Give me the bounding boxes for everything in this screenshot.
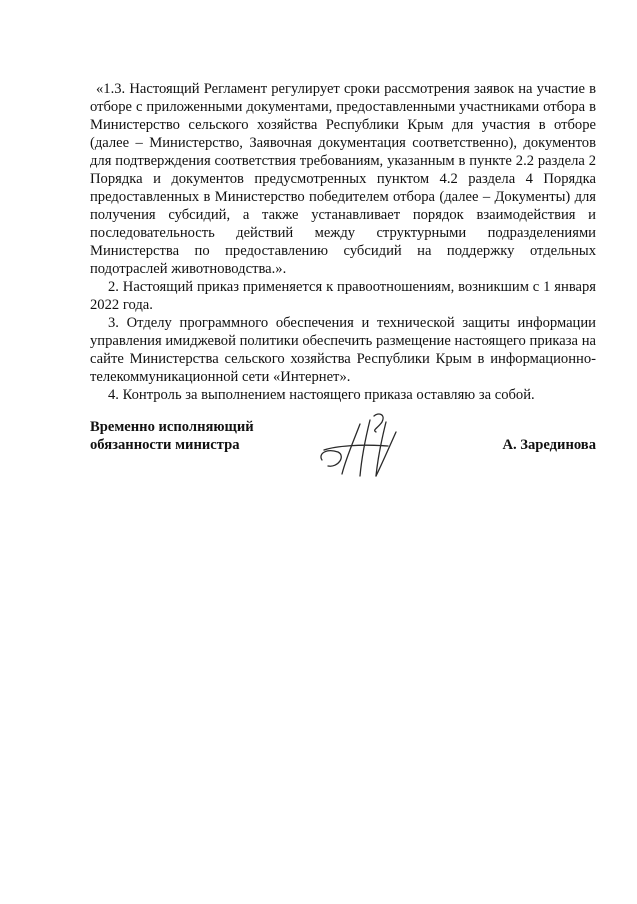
signer-name: А. Зарединова bbox=[502, 437, 596, 453]
signer-position-line-2: обязанности министра bbox=[90, 437, 240, 453]
item-3: 3. Отделу программного обеспечения и технической защиты информации управления имиджевой политики обеспечить размещение настоящего приказа на сайте Министерства сельского хозяйства Республики Крым в информационно-телекоммуникационной сети «Интернет». bbox=[90, 315, 596, 385]
item-4: 4. Контроль за выполнением настоящего приказа оставляю за собой. bbox=[108, 387, 535, 403]
item-2: 2. Настоящий приказ применяется к правоотношениям, возникшим с 1 января 2022 года. bbox=[90, 279, 596, 313]
paragraph-1-3 bbox=[90, 80, 596, 278]
signer-position bbox=[90, 418, 254, 454]
numbered-items bbox=[90, 278, 596, 404]
handwritten-signature-icon bbox=[316, 410, 406, 478]
signer-position-line-1: Временно исполняющий bbox=[90, 419, 254, 435]
paragraph-1-3-text: «1.3. Настоящий Регламент регулирует сроки рассмотрения заявок на участие в отборе с приложенными документами, предоставленными участниками отбора в Министерство сельского хозяйства Республики Крым для участия в отборе (далее – Министерство, Заявочная документация соответственно), документов для подтверждения соответствия требованиям, указанным в пункте 2.2 раздела 2 Порядка и документов предусмотренных пунктом 4.2 раздела 4 Порядка предоставленных в Министерство победителем отбора (далее – Документы) для получения субсидий, а также устанавливает порядок взаимодействия и последовательность действий между структурными подразделениями Министерства по предоставлению субсидий на поддержку отдельных подотраслей животноводства.». bbox=[90, 81, 596, 277]
